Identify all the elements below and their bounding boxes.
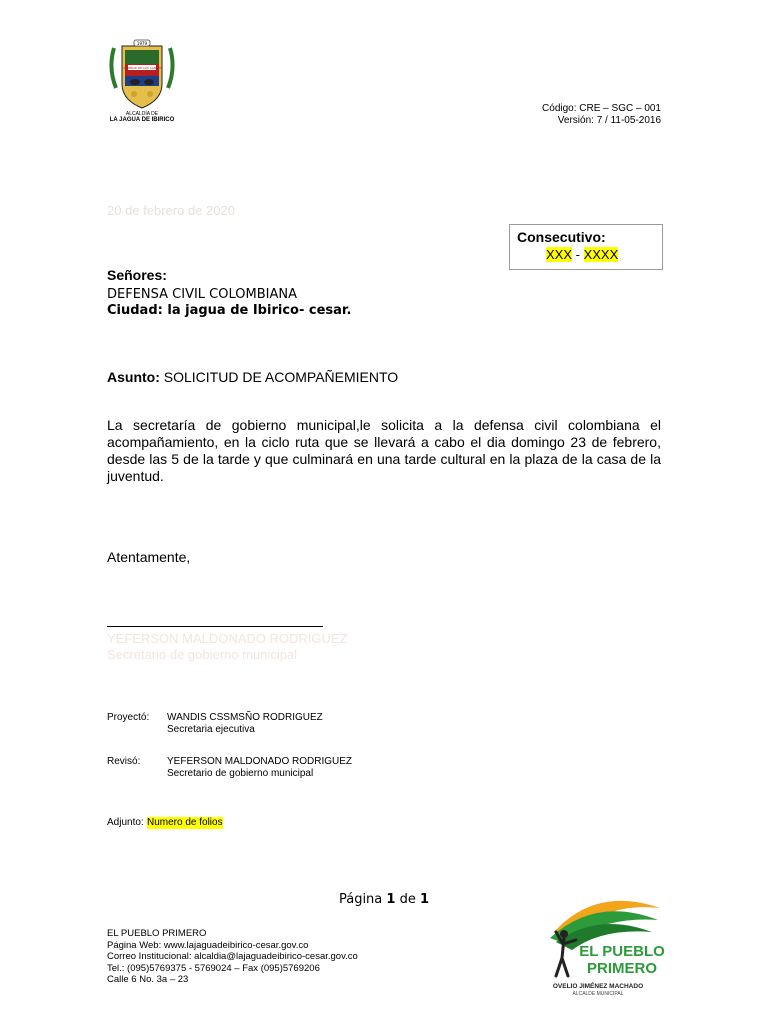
signatory-name: YEFERSON MALDONADO RODRIGUEZ	[107, 631, 348, 646]
proyecto-name: WANDIS CSSMSÑO RODRIGUEZ	[167, 712, 323, 723]
version-text: Versión: 7 / 11-05-2016	[557, 115, 661, 126]
reviso-label: Revisó:	[107, 756, 141, 767]
letter-body: La secretaría de gobierno municipal,le solicita a la defensa civil colombiana el acompañamiento, en la ciclo ruta que se llevará a cabo el dia domingo 23 de febrero, desde las 5 de la tarde y que culminará en una tarde cultural en la plaza de la casa de la juventud.	[107, 417, 661, 484]
signatory-role: Secretario de gobierno municipal	[107, 647, 298, 662]
closing: Atentamente,	[107, 549, 191, 565]
subject-label: Asunto:	[107, 369, 160, 385]
footer-address: Calle 6 No. 3a – 23	[107, 974, 189, 985]
document-code-block	[542, 103, 661, 127]
footer-email: Correo Institucional: alcaldia@lajaguadeibirico-cesar.gov.co	[107, 951, 358, 962]
el-pueblo-primero-logo-icon	[536, 880, 666, 1000]
codigo-text: Código: CRE – SGC – 001	[542, 103, 661, 114]
consecutivo-value	[546, 247, 618, 262]
adjunto-value: Numero de folios	[147, 817, 223, 828]
consecutivo-part2: XXXX	[583, 247, 619, 262]
reviso-role: Secretario de gobierno municipal	[167, 768, 314, 779]
letter-date: 20 de febrero de 2020	[107, 203, 235, 218]
page-middle: de	[395, 892, 420, 907]
logo-motto: EL SEÑOR DE LOS SANTOS	[121, 66, 163, 70]
page-prefix: Página	[338, 892, 387, 907]
proyecto-role: Secretaria ejecutiva	[167, 724, 255, 735]
signature-line	[107, 626, 323, 627]
reviso-name: YEFERSON MALDONADO RODRIGUEZ	[167, 756, 353, 767]
consecutivo-part1: XXX	[546, 247, 573, 262]
logo-caption-2: LA JAGUA DE IBIRICO	[109, 117, 175, 123]
recipient: DEFENSA CIVIL COLOMBIANA	[107, 287, 297, 302]
logo-caption-1: ALCALDÍA DE	[125, 111, 159, 117]
consecutivo-label: Consecutivo:	[517, 229, 606, 245]
brand-mayor-title: ALCALDE MUNICIPAL	[572, 991, 624, 997]
footer-line-1: EL PUEBLO PRIMERO	[107, 928, 207, 939]
consecutivo-separator: -	[572, 247, 584, 262]
page-current: 1	[386, 892, 396, 907]
brand-mayor: OVELIO JIMÉNEZ MACHADO	[552, 983, 644, 990]
subject-text: SOLICITUD DE ACOMPAÑEMIENTO	[159, 369, 399, 385]
footer-contact	[107, 928, 358, 986]
page-total: 1	[419, 892, 430, 907]
salutation: Señores:	[107, 267, 167, 283]
subject-line	[107, 369, 398, 385]
brand-line-2: PRIMERO	[586, 960, 658, 977]
logo-year: 1979	[136, 41, 148, 46]
proyecto-label: Proyectó:	[107, 712, 150, 723]
adjunto-label: Adjunto:	[107, 817, 144, 828]
footer-web: Página Web: www.lajaguadeibirico-cesar.gov.co	[107, 939, 309, 951]
footer-phone: Tel.: (095)5769375 - 5769024 – Fax (095)5769206	[107, 962, 320, 974]
brand-line-1: EL PUEBLO	[579, 943, 665, 960]
recipient-city: Ciudad: la jagua de Ibirico- cesar.	[107, 303, 352, 318]
